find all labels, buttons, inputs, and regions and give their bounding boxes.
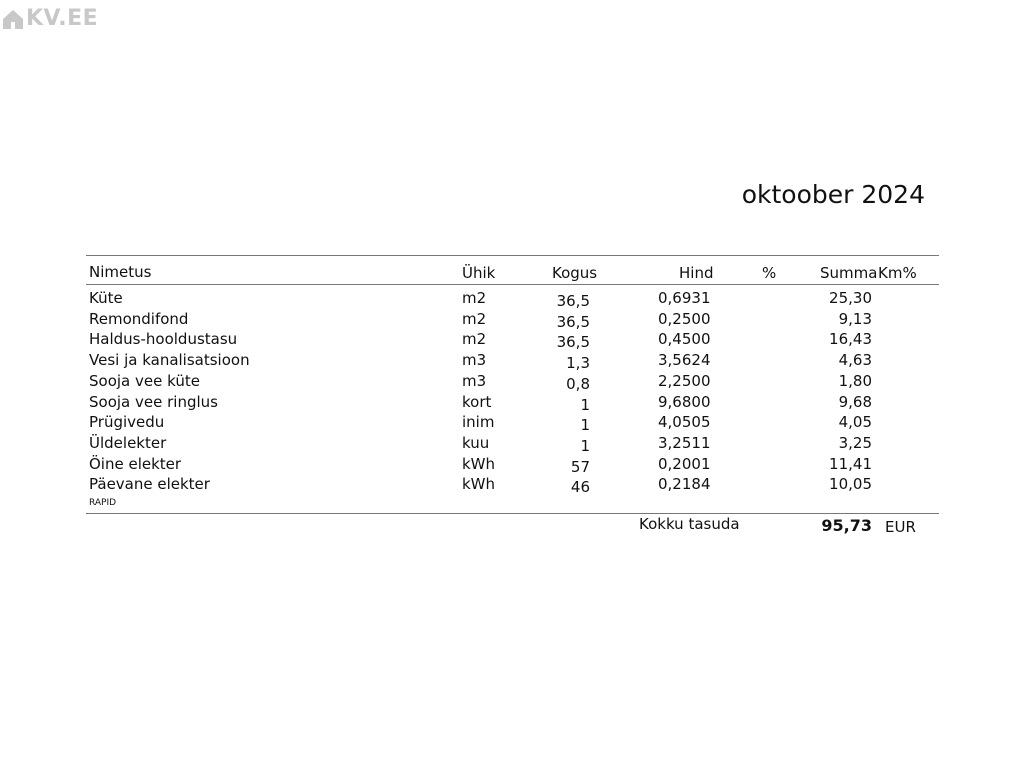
row-unit: m2 [462, 289, 487, 307]
header-price: Hind [679, 264, 714, 282]
row-sum: 9,68 [838, 393, 872, 411]
billing-period: oktoober 2024 [741, 180, 925, 209]
row-qty: 36,5 [556, 333, 590, 351]
row-name: Haldus-hooldustasu [89, 330, 238, 348]
row-sum: 9,13 [838, 310, 872, 328]
row-name: Öine elekter [89, 455, 182, 473]
header-name: Nimetus [89, 263, 152, 281]
row-price: 2,2500 [658, 372, 711, 390]
row-name: Remondifond [89, 310, 189, 328]
row-price: 4,0505 [658, 413, 711, 431]
row-sum: 11,41 [829, 455, 872, 473]
total-label: Kokku tasuda [639, 515, 740, 533]
header-bottom-rule [86, 284, 939, 285]
row-price: 0,2001 [658, 455, 711, 473]
row-name: Sooja vee küte [89, 372, 200, 390]
row-name: Prügivedu [89, 413, 165, 431]
row-name: Päevane elekter [89, 475, 210, 493]
row-sum: 16,43 [829, 330, 872, 348]
row-sum: 3,25 [838, 434, 872, 452]
row-unit: kWh [462, 475, 496, 493]
total-currency: EUR [885, 518, 916, 536]
row-qty: 36,5 [556, 292, 590, 310]
row-qty: 0,8 [566, 375, 590, 393]
row-unit: kuu [462, 434, 490, 452]
row-name: Üldelekter [89, 434, 167, 452]
row-price: 3,5624 [658, 351, 711, 369]
row-price: 0,6931 [658, 289, 711, 307]
logo-text: KV.EE [26, 6, 99, 31]
row-qty: 57 [570, 458, 590, 476]
total-amount: 95,73 [821, 516, 872, 535]
row-qty: 1 [580, 416, 590, 434]
row-price: 9,6800 [658, 393, 711, 411]
row-name: Sooja vee ringlus [89, 393, 218, 411]
row-sum: 4,63 [838, 351, 872, 369]
row-unit: kort [462, 393, 492, 411]
row-unit: m2 [462, 330, 487, 348]
row-qty: 1 [580, 396, 590, 414]
row-qty: 46 [570, 478, 590, 496]
row-unit: kWh [462, 455, 496, 473]
header-top-rule [86, 255, 939, 256]
row-price: 0,2500 [658, 310, 711, 328]
header-pct: % [762, 264, 777, 282]
row-unit: inim [462, 413, 495, 431]
header-vat: Km% [878, 264, 917, 282]
logo[interactable] [2, 7, 98, 31]
header-sum: Summa [820, 264, 878, 282]
house-icon [2, 8, 24, 30]
row-sum: 25,30 [829, 289, 872, 307]
row-qty: 1 [580, 437, 590, 455]
row-sum: 10,05 [829, 475, 872, 493]
row-sum: 4,05 [838, 413, 872, 431]
row-price: 0,4500 [658, 330, 711, 348]
row-price: 3,2511 [658, 434, 711, 452]
row-unit: m3 [462, 351, 487, 369]
row-sum: 1,80 [838, 372, 872, 390]
header-unit: Ühik [462, 264, 496, 282]
header-qty: Kogus [552, 264, 598, 282]
row-unit: m3 [462, 372, 487, 390]
total-top-rule [86, 513, 939, 514]
row-qty: 1,3 [566, 354, 590, 372]
row-name: Vesi ja kanalisatsioon [89, 351, 250, 369]
row-name: Küte [89, 289, 123, 307]
row-price: 0,2184 [658, 475, 711, 493]
row-qty: 36,5 [556, 313, 590, 331]
note-label: RAPID [89, 498, 117, 508]
row-unit: m2 [462, 310, 487, 328]
